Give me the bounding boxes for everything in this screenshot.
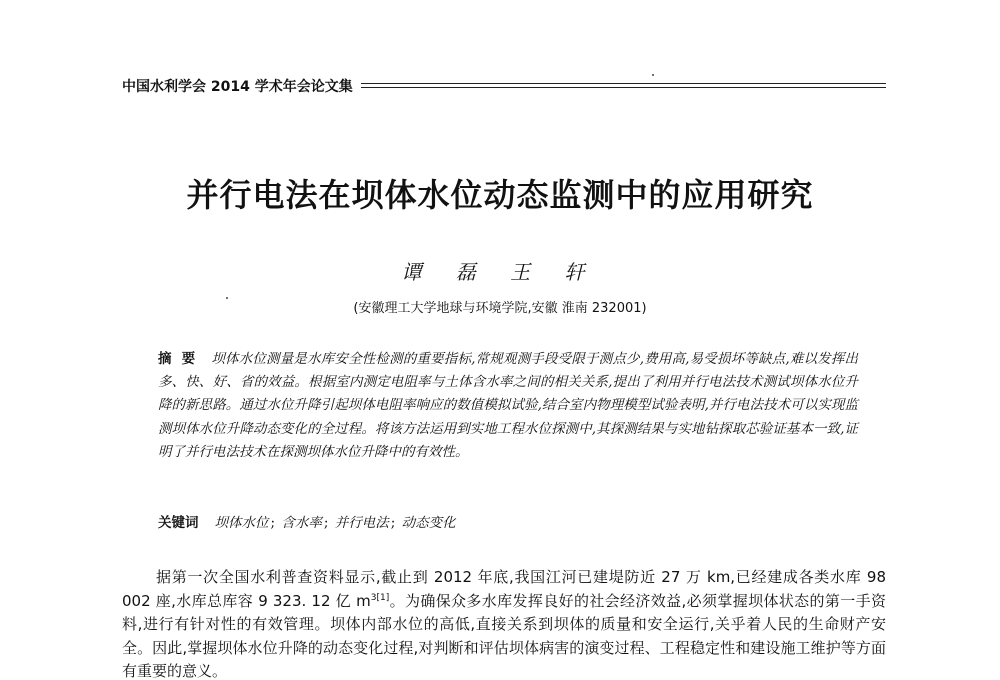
paper-title: 并行电法在坝体水位动态监测中的应用研究 (186, 176, 814, 214)
keyword-item: 坝体水位 (214, 515, 269, 531)
keyword-separator: ; (270, 515, 276, 531)
abstract-label: 摘要 (158, 351, 206, 367)
abstract (158, 348, 858, 464)
body-text-part: 据第一次全国水利普查资料显示,截止到 2012 年底,我国江河已建堤防近 27 万 km,已经建成各类水库 98 002 座,水库总库容 9 323. 12 亿 m (122, 568, 886, 610)
paper-authors: 谭 磊 王 轩 (401, 260, 599, 284)
running-header (122, 76, 886, 96)
citation-superscript: 3[1] (370, 592, 390, 603)
paper-affiliation: (安徽理工大学地球与环境学院,安徽 淮南 232001) (353, 301, 647, 316)
keywords (158, 512, 858, 535)
header-rule (361, 83, 886, 89)
scan-speck (652, 74, 654, 76)
keyword-separator: ; (390, 515, 396, 531)
body-text-part: 。为确保众多水库发挥良好的社会经济效益,必须掌握坝体状态的第一手资料,进行有针对性的有效管理。坝体内部水位的高低,直接关系到坝体的质量和安全运行,关乎着人民的生命财产安全。因此,掌握坝体水位升降的动态变化过程,对判断和评估坝体病害的演变过程、工程稳定性和建设施工维护等方面有重要的意义。 (122, 591, 886, 680)
keywords-label: 关键词 (158, 515, 199, 531)
keyword-item: 含水率 (281, 515, 322, 531)
keyword-item: 并行电法 (334, 515, 389, 531)
keyword-separator: ; (323, 515, 329, 531)
journal-name: 中国水利学会 2014 学术年会论文集 (122, 79, 353, 95)
keyword-item: 动态变化 (401, 515, 456, 531)
body-paragraph (122, 566, 886, 680)
abstract-text: 坝体水位测量是水库安全性检测的重要指标,常规观测手段受限于测点少,费用高,易受损坏等缺点,难以发挥出多、快、好、省的效益。根据室内测定电阻率与土体含水率之间的相关关系,提出了利用并行电法技术测试坝体水位升降的新思路。通过水位升降引起坝体电阻率响应的数值模拟试验,结合室内物理模型试验表明,并行电法技术可以实现监测坝体水位升降动态变化的全过程。将该方法运用到实地工程水位探测中,其探测结果与实地钻探取芯验证基本一致,证明了并行电法技术在探测坝体水位升降中的有效性。 (158, 351, 859, 460)
